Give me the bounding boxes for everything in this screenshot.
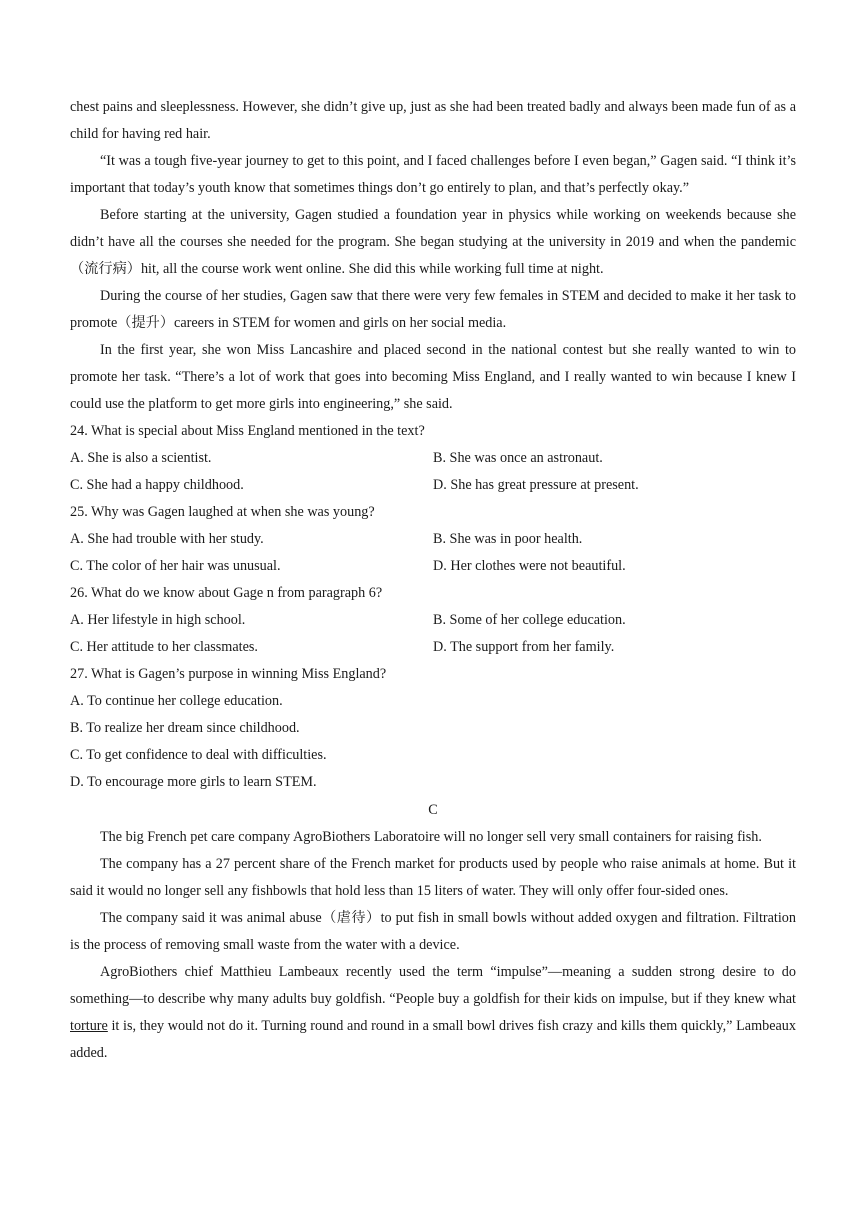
question-24-options-row-1	[70, 445, 796, 472]
question-25-option-b: B. She was in poor health.	[433, 531, 583, 547]
passage-b-paragraph-5: In the first year, she won Miss Lancashire and placed second in the national contest but she really wanted to win to promote her task. “There’s a lot of work that goes into becoming Miss England, and I really wanted to win because I knew I could use the platform to get more girls into engineering,” she said.	[70, 342, 796, 412]
question-24-stem: 24. What is special about Miss England mentioned in the text?	[70, 423, 425, 439]
passage-b-paragraph-1: chest pains and sleeplessness. However, she didn’t give up, just as she had been treated badly and always been made fun of as a child for having red hair.	[70, 99, 796, 142]
passage-b	[70, 94, 796, 418]
passage-c-paragraph-4-text-after: it is, they would not do it. Turning round and round in a small bowl drives fish crazy and kills them quickly,” Lambeaux added.	[70, 1018, 796, 1061]
question-25-options-row-2	[70, 553, 796, 580]
question-26-options-row-2	[70, 634, 796, 661]
passage-b-paragraph-3: Before starting at the university, Gagen studied a foundation year in physics while working on weekends because she didn’t have all the courses she needed for the program. She began studying at the university in 2019 and when the pandemic（流行病）hit, all the course work went online. She did this while working full time at night.	[70, 207, 796, 277]
question-27-option-d: D. To encourage more girls to learn STEM.	[70, 774, 317, 790]
question-26-option-b: B. Some of her college education.	[433, 612, 626, 628]
passage-c	[70, 797, 796, 1067]
underlined-word-torture: torture	[70, 1018, 108, 1034]
question-26-option-c: C. Her attitude to her classmates.	[70, 639, 258, 655]
passage-b-paragraph-4: During the course of her studies, Gagen saw that there were very few females in STEM and decided to make it her task to promote（提升）careers in STEM for women and girls on her social media.	[70, 288, 796, 331]
question-25-option-a: A. She had trouble with her study.	[70, 531, 264, 547]
question-27-option-b: B. To realize her dream since childhood.	[70, 720, 300, 736]
question-25-stem: 25. Why was Gagen laughed at when she was young?	[70, 504, 375, 520]
section-c-heading: C	[428, 802, 438, 818]
passage-b-paragraph-2: “It was a tough five-year journey to get to this point, and I faced challenges before I even began,” Gagen said. “I think it’s important that today’s youth know that sometimes things don’t go entirely to plan, and that’s perfectly okay.”	[70, 153, 796, 196]
question-26-option-a: A. Her lifestyle in high school.	[70, 612, 246, 628]
questions-block	[70, 418, 796, 796]
question-24-option-a: A. She is also a scientist.	[70, 450, 212, 466]
question-27-option-a: A. To continue her college education.	[70, 693, 283, 709]
passage-c-paragraph-4-text-before: AgroBiothers chief Matthieu Lambeaux recently used the term “impulse”—meaning a sudden strong desire to do something—to describe why many adults buy goldfish. “People buy a goldfish for their kids on impulse, but if they knew what	[70, 964, 796, 1007]
question-25-option-d: D. Her clothes were not beautiful.	[433, 558, 626, 574]
question-24-option-b: B. She was once an astronaut.	[433, 450, 603, 466]
question-26-option-d: D. The support from her family.	[433, 639, 615, 655]
passage-c-paragraph-4	[70, 959, 796, 1067]
passage-c-paragraph-3: The company said it was animal abuse（虐待）to put fish in small bowls without added oxygen and filtration. Filtration is the process of removing small waste from the water with a device.	[70, 910, 796, 953]
question-27-stem: 27. What is Gagen’s purpose in winning Miss England?	[70, 666, 387, 682]
passage-c-paragraph-2: The company has a 27 percent share of the French market for products used by people who raise animals at home. But it said it would no longer sell any fishbowls that hold less than 15 liters of water. They will only offer four-sided ones.	[70, 856, 796, 899]
question-27-option-c: C. To get confidence to deal with difficulties.	[70, 747, 327, 763]
question-26-stem: 26. What do we know about Gage n from paragraph 6?	[70, 585, 383, 601]
question-24-option-c: C. She had a happy childhood.	[70, 477, 244, 493]
passage-c-paragraph-1: The big French pet care company AgroBiothers Laboratoire will no longer sell very small containers for raising fish.	[100, 829, 762, 845]
question-25-options-row-1	[70, 526, 796, 553]
question-24-option-d: D. She has great pressure at present.	[433, 477, 639, 493]
question-26-options-row-1	[70, 607, 796, 634]
question-24-options-row-2	[70, 472, 796, 499]
question-25-option-c: C. The color of her hair was unusual.	[70, 558, 281, 574]
